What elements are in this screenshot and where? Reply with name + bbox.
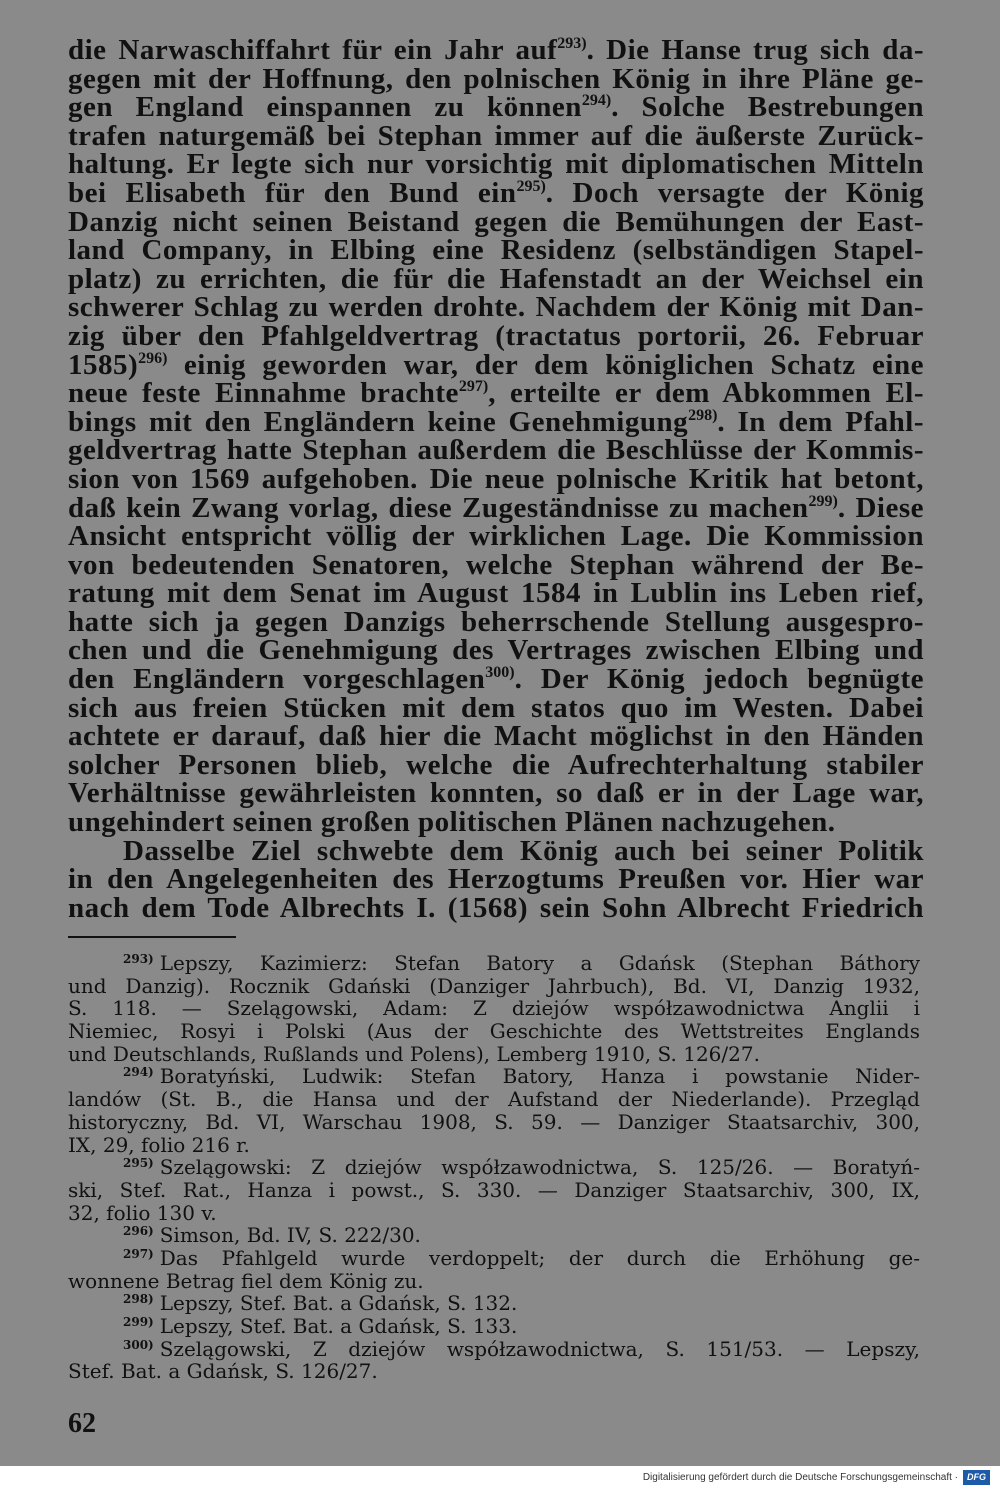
footnote-line: S. 118. — Szelągowski, Adam: Z dziejów współzawodnictwa Anglii i: [68, 996, 920, 1021]
footnote-marker: 296): [138, 349, 168, 367]
body-line-text: den Engländern vorgeschlagen: [68, 663, 486, 696]
footnote-line: [68, 1315, 920, 1338]
body-line: geldvertrag hatte Stephan außerdem die Beschlüsse der Kommis-: [68, 434, 924, 467]
footnote-marker: 293): [557, 35, 587, 52]
footnote-line: 32, folio 130 v.: [68, 1200, 217, 1225]
body-line: [68, 36, 924, 65]
body-line-text: . Der König jedoch begnügte: [514, 663, 924, 696]
body-line: achtete er darauf, daß hier die Macht möglichst in den Händen: [68, 720, 924, 753]
body-line-text: bings mit den Engländern keine Genehmigung: [68, 405, 689, 438]
footnote: [68, 1292, 920, 1315]
body-line: [68, 93, 924, 122]
body-line: [68, 665, 924, 694]
footnote: [68, 1156, 920, 1224]
body-line-text: bei Elisabeth für den Bund ein: [68, 176, 517, 209]
footnote-line: und Danzig). Rocznik Gdański (Danziger Jahrbuch), Bd. VI, Danzig 1932,: [68, 973, 920, 998]
body-line: sich aus freien Stücken mit dem statos quo im Westen. Dabei: [68, 691, 924, 724]
footnote: [68, 952, 920, 1065]
footnote-marker: 297): [458, 378, 489, 396]
body-line-text: . Solche Bestrebungen: [611, 91, 924, 124]
footnote-line: [68, 1247, 920, 1270]
body-line: haltung. Er legte sich nur vorsichtig mit diplomatischen Mitteln: [68, 148, 924, 181]
footer-credit: Digitalisierung gefördert durch die Deutsche Forschungsgemeinschaft ·: [642, 1472, 958, 1483]
footnote-marker: 295): [516, 177, 546, 195]
footnote-line: [68, 1156, 920, 1179]
footnote: [68, 1247, 920, 1292]
footnote-number: 296): [123, 1224, 154, 1239]
footnote: [68, 1065, 920, 1156]
footnote-marker: 294): [581, 92, 612, 110]
body-line: zig über den Pfahlgeldvertrag (tractatus portorii, 26. Februar: [68, 319, 924, 352]
body-line-text: einig geworden war, der dem königlichen Schatz eine: [167, 348, 924, 381]
body-line: sion von 1569 aufgehoben. Die neue polnische Kritik hat betont,: [68, 462, 924, 495]
body-line: nach dem Tode Albrechts I. (1568) sein Sohn Albrecht Friedrich: [68, 891, 924, 924]
body-line-text: gen England einspannen zu können: [68, 91, 582, 124]
footnote-number: 299): [123, 1315, 154, 1329]
body-line: Danzig nicht seinen Beistand gegen die Bemühungen der East-: [68, 205, 924, 238]
footnote-text: Lepszy, Stef. Bat. a Gdańsk, S. 132.: [159, 1291, 518, 1316]
body-line-text: . Doch versagte der König: [545, 176, 924, 209]
footnote-number: 298): [123, 1292, 154, 1307]
footnote-separator: [68, 936, 236, 938]
body-line: Ansicht entspricht völlig der wirklichen Lage. Die Kommission: [68, 520, 924, 553]
body-line-text: 1585): [68, 348, 139, 381]
body-line-text: , erteilte er dem Abkommen El-: [488, 377, 925, 410]
footnote-number: 293): [123, 952, 154, 966]
footnote-text: Das Pfahlgeld wurde verdoppelt; der durch die Erhöhung ge-: [159, 1245, 920, 1270]
footnote-line: landów (St. B., die Hansa und der Aufstand der Niederlande). Przegląd: [68, 1087, 920, 1112]
footnote-number: 295): [123, 1156, 154, 1171]
footnote-line: historyczny, Bd. VI, Warschau 1908, S. 59. — Danziger Staatsarchiv, 300,: [68, 1109, 920, 1134]
footnote-line: [68, 1338, 920, 1361]
footnote-line: wonnene Betrag fiel dem König zu.: [68, 1268, 424, 1293]
footnote-number: 294): [123, 1065, 154, 1080]
body-line-text: . Die Hanse trug sich da-: [586, 34, 924, 66]
body-line: Verhältnisse gewährleisten konnten, so daß er in der Lage war,: [68, 777, 924, 810]
footnote-line: [68, 1224, 920, 1247]
footnote-text: Simson, Bd. IV, S. 222/30.: [159, 1223, 421, 1248]
body-line: gegen mit der Hoffnung, den polnischen König in ihre Pläne ge-: [68, 62, 924, 95]
footnote: [68, 1338, 920, 1383]
footnote-number: 297): [123, 1246, 154, 1261]
footnote-text: Lepszy, Stef. Bat. a Gdańsk, S. 133.: [159, 1314, 518, 1338]
dfg-logo: DFG: [963, 1470, 990, 1485]
page-number: 62: [68, 1408, 96, 1439]
footnote-marker: 299): [808, 492, 838, 510]
footnote-line: [68, 952, 920, 975]
body-line: ungehindert seinen großen politischen Plänen nachzugehen.: [68, 806, 836, 839]
body-line-text: neue feste Einnahme brachte: [68, 377, 459, 410]
body-line: land Company, in Elbing eine Residenz (selbständigen Stapel-: [68, 234, 924, 267]
footnotes: [68, 952, 920, 1383]
footnote-marker: 300): [485, 664, 515, 682]
footnote: [68, 1224, 920, 1247]
footnote-line: Stef. Bat. a Gdańsk, S. 126/27.: [68, 1359, 378, 1384]
body-line: ratung mit dem Senat im August 1584 in Lublin ins Leben rief,: [68, 577, 924, 610]
footnote-marker: 298): [688, 406, 718, 424]
footnote-line: IX, 29, folio 216 r.: [68, 1132, 250, 1157]
body-line: [68, 379, 924, 408]
body-line: platz) zu errichten, die für die Hafenstadt an der Weichsel ein: [68, 262, 924, 295]
body-line: trafen naturgemäß bei Stephan immer auf die äußerste Zurück-: [68, 119, 924, 152]
footnote-line: [68, 1292, 920, 1315]
body-line: solcher Personen blieb, welche die Aufrechterhaltung stabiler: [68, 748, 924, 781]
body-line: Dasselbe Ziel schwebte dem König auch bei seiner Politik: [123, 834, 924, 867]
body-line: [68, 491, 925, 524]
body-line-text: . Diese: [837, 491, 925, 524]
footnote-line: Niemiec, Rosyi i Polski (Aus der Geschichte des Wettstreites Englands: [68, 1019, 920, 1044]
footnote-number: 300): [123, 1337, 154, 1352]
body-line: [68, 348, 924, 381]
body-line: [68, 176, 924, 209]
body-line: von bedeutenden Senatoren, welche Stephan während der Be-: [68, 548, 924, 581]
footnote-line: [68, 1065, 920, 1088]
body-line: chen und die Genehmigung des Vertrages zwischen Elbing und: [68, 634, 924, 667]
body-line: in den Angelegenheiten des Herzogtums Preußen vor. Hier war: [68, 863, 924, 896]
body-line: hatte sich ja gegen Danzigs beherrschende Stellung ausgespro-: [68, 605, 924, 638]
body-line: [68, 405, 925, 438]
footnote: [68, 1315, 920, 1338]
footnote-text: Lepszy, Kazimierz: Stefan Batory a Gdańsk (Stephan Báthory: [159, 951, 920, 975]
body-line-text: daß kein Zwang vorlag, diese Zugeständnisse zu machen: [68, 491, 809, 524]
body-line: schwerer Schlag zu werden drohte. Nachdem der König mit Dan-: [68, 291, 924, 324]
footnote-text: Szelągowski, Z dziejów współzawodnictwa, S. 151/53. — Lepszy,: [159, 1336, 920, 1361]
main-text: [68, 36, 924, 922]
footnote-text: Szelągowski: Z dziejów współzawodnictwa, S. 125/26. — Boratyń-: [159, 1155, 920, 1180]
footnote-text: Boratyński, Ludwik: Stefan Batory, Hanza i powstanie Nider-: [159, 1064, 920, 1089]
digitization-footer: [0, 1466, 1000, 1489]
body-line-text: die Narwaschiffahrt für ein Jahr auf: [68, 34, 558, 66]
body-line-text: . In dem Pfahl-: [717, 405, 925, 438]
footnote-line: und Deutschlands, Rußlands und Polens), Lemberg 1910, S. 126/27.: [68, 1041, 760, 1066]
footnote-line: ski, Stef. Rat., Hanza i powst., S. 330. — Danziger Staatsarchiv, 300, IX,: [68, 1177, 920, 1202]
